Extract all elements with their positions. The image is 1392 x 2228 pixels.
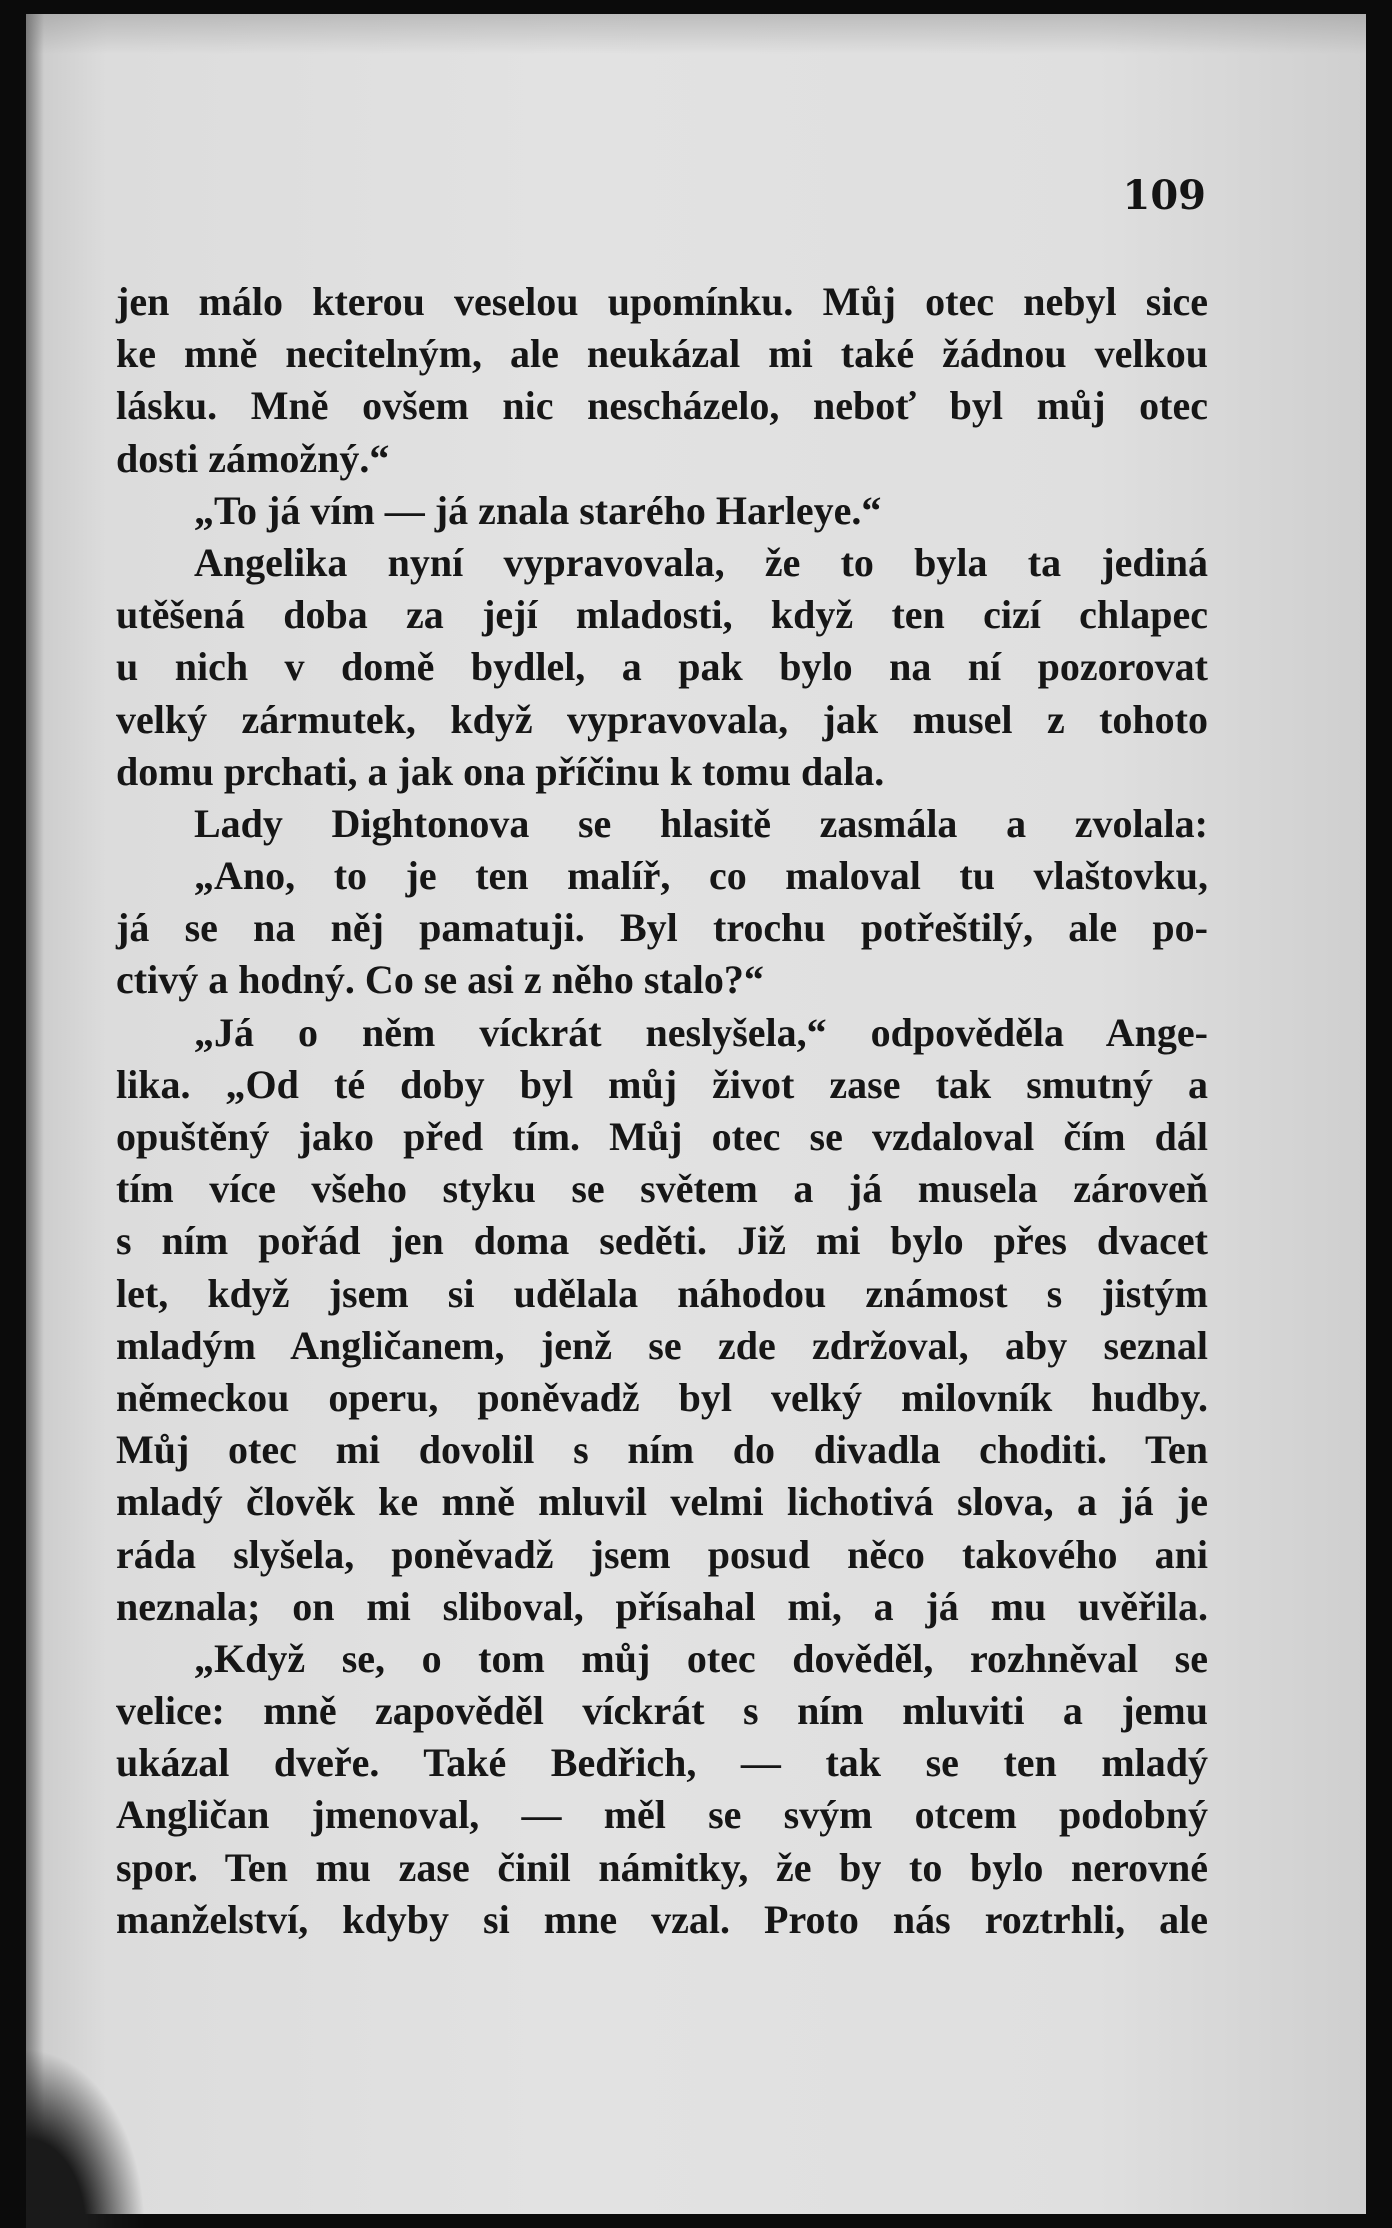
book-page: [26, 14, 1366, 2214]
text-line: utěšená doba za její mladosti, když ten cizí chlapec: [116, 592, 1208, 638]
top-shadow: [26, 14, 1366, 54]
body-text: [116, 276, 1208, 1946]
text-line: spor. Ten mu zase činil námitky, že by to bylo nerovné: [116, 1844, 1208, 1890]
text-line: ukázal dveře. Také Bedřich, — tak se ten mladý: [116, 1740, 1208, 1786]
text-line: neznala; on mi sliboval, přísahal mi, a já mu uvěřila.: [116, 1583, 1208, 1629]
text-line: Můj otec mi dovolil s ním do divadla choditi. Ten: [116, 1427, 1208, 1473]
binding-shadow: [26, 14, 44, 2214]
text-line: ke mně necitelným, ale neukázal mi také žádnou velkou: [116, 331, 1208, 377]
text-line: velice: mně zapověděl víckrát s ním mluviti a jemu: [116, 1688, 1208, 1734]
text-line: „Ano, to je ten malíř, co maloval tu vlaštovku,: [194, 853, 1208, 899]
text-line: dosti zámožný.“: [116, 435, 390, 481]
text-line: „Když se, o tom můj otec dověděl, rozhněval se: [194, 1635, 1208, 1681]
text-line: let, když jsem si udělala náhodou známost s jistým: [116, 1270, 1208, 1316]
text-line: s ním pořád jen doma seděti. Již mi bylo přes dvacet: [116, 1218, 1208, 1264]
text-line: německou operu, poněvadž byl velký milovník hudby.: [116, 1374, 1208, 1420]
text-line: jen málo kterou veselou upomínku. Můj otec nebyl sice: [116, 279, 1208, 324]
text-line: tím více všeho styku se světem a já musela zároveň: [116, 1166, 1208, 1212]
text-line: opuštěný jako před tím. Můj otec se vzdaloval čím dál: [116, 1114, 1208, 1159]
text-line: „To já vím — já znala starého Harleye.“: [194, 487, 882, 533]
text-line: manželství, kdyby si mne vzal. Proto nás roztrhli, ale: [116, 1896, 1208, 1942]
text-line: já se na něj pamatuji. Byl trochu potřeštilý, ale po-: [116, 905, 1208, 951]
text-line: mladý člověk ke mně mluvil velmi lichotivá slova, a já je: [116, 1479, 1208, 1525]
text-line: ráda slyšela, poněvadž jsem posud něco takového ani: [116, 1531, 1208, 1577]
text-line: velký zármutek, když vypravovala, jak musel z tohoto: [116, 696, 1208, 742]
text-line: domu prchati, a jak ona příčinu k tomu dala.: [116, 748, 885, 794]
text-line: u nich v domě bydlel, a pak bylo na ní pozorovat: [116, 644, 1208, 690]
text-line: Angličan jmenoval, — měl se svým otcem podobný: [116, 1792, 1208, 1838]
text-line: lika. „Od té doby byl můj život zase tak smutný a: [116, 1061, 1208, 1107]
text-line: Angelika nyní vypravovala, že to byla ta jediná: [194, 539, 1208, 585]
text-line: ctivý a hodný. Co se asi z něho stalo?“: [116, 957, 764, 1003]
text-line: Lady Dightonova se hlasitě zasmála a zvolala:: [194, 800, 1208, 846]
text-line: „Já o něm víckrát neslyšela,“ odpověděla Ange-: [194, 1009, 1208, 1055]
text-line: lásku. Mně ovšem nic nescházelo, neboť byl můj otec: [116, 383, 1208, 429]
text-line: mladým Angličanem, jenž se zde zdržoval, aby seznal: [116, 1322, 1208, 1368]
scan-corner-artifact: [26, 2048, 146, 2228]
page-number: 109: [1122, 172, 1206, 219]
